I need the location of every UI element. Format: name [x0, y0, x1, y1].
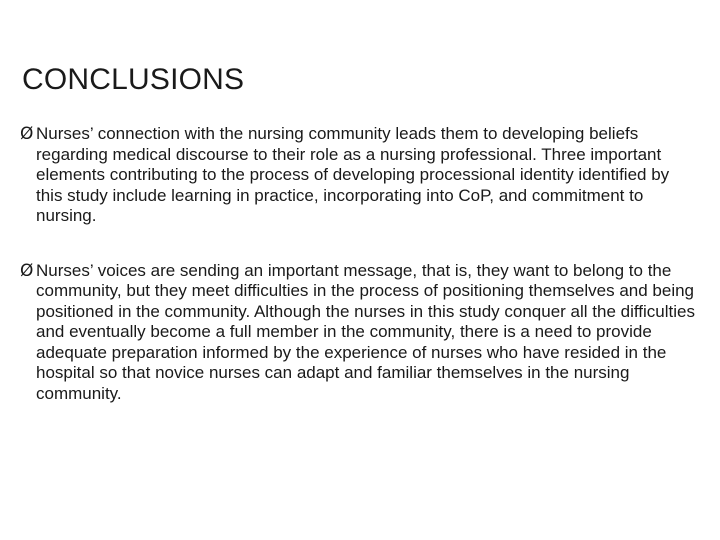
- arrow-bullet-icon: Ø: [20, 124, 34, 144]
- bullet-text: Nurses’ voices are sending an important message, that is, they want to belong to the community, but they meet difficulties in the process of positioning themselves and being positioned in the community. Although the nurses in this study conquer all the difficulties and eventually become a full member in the community, there is a need to provide adequate preparation informed by the experience of nurses who have resided in the hospital so that novice nurses can adapt and familiar themselves in the nursing community.: [36, 260, 695, 403]
- arrow-bullet-icon: Ø: [20, 260, 34, 281]
- bullet-item: [20, 261, 700, 405]
- bullet-text: Nurses’ connection with the nursing community leads them to developing beliefs regarding medical discourse to their role as a nursing professional. Three important elements contributing to the process of developing processional identity identified by this study include learning in practice, incorporating into CoP, and commitment to nursing.: [36, 124, 670, 225]
- slide-title: CONCLUSIONS: [22, 63, 245, 96]
- bullet-item: [20, 124, 700, 227]
- bullet-list: [20, 124, 700, 438]
